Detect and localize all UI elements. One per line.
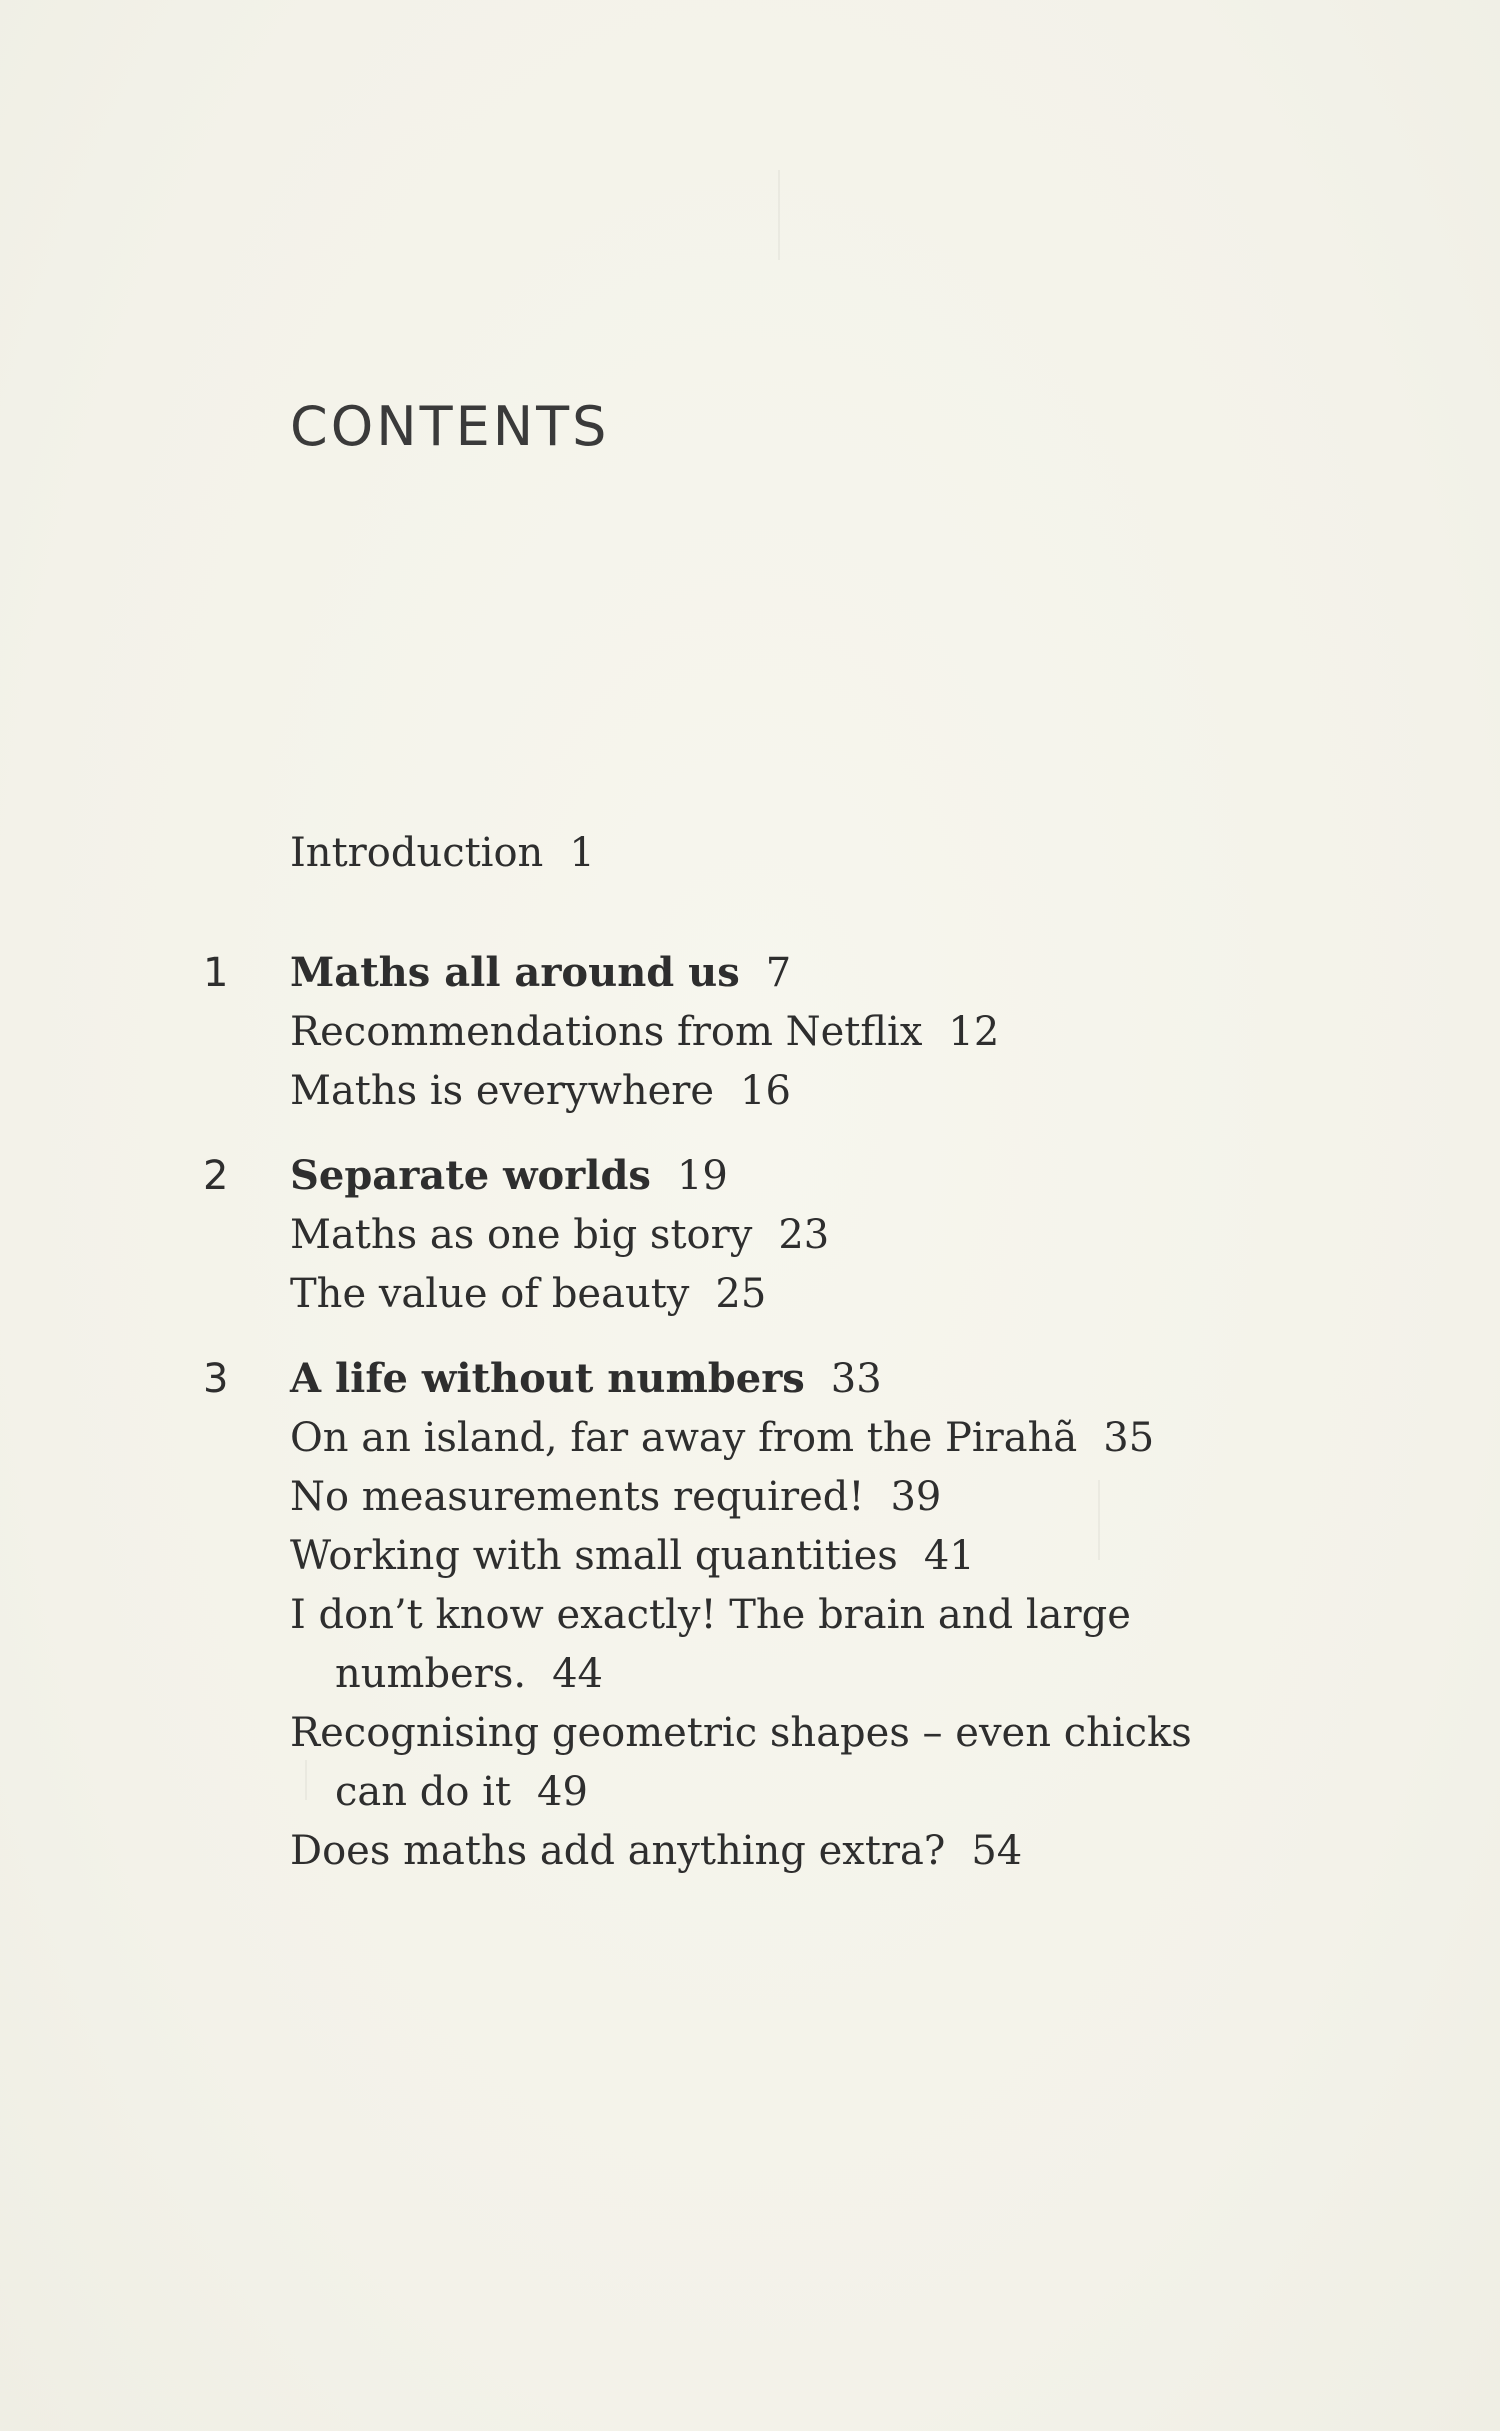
section-title: Maths as one big story — [290, 1212, 753, 1258]
entry-page-number: 12 — [948, 1009, 1000, 1055]
section-title: No measurements required! — [290, 1474, 865, 1520]
contents-heading: CONTENTS — [290, 395, 610, 458]
paper-mark — [778, 170, 780, 260]
section-title-continuation: numbers. — [335, 1651, 527, 1697]
toc-entry-chapter — [290, 949, 792, 996]
section-title: The value of beauty — [290, 1271, 690, 1317]
section-title: Working with small quantities — [290, 1533, 898, 1579]
entry-page-number: 19 — [676, 1153, 728, 1199]
toc-entry-introduction — [290, 830, 595, 876]
section-title: I don’t know exactly! The brain and large — [290, 1592, 1131, 1638]
toc-entry-chapter — [290, 1355, 882, 1402]
entry-page-number: 16 — [740, 1068, 791, 1114]
chapter-number: 1 — [203, 950, 229, 996]
toc-entry-section — [290, 1710, 1192, 1756]
entry-page-number: 7 — [765, 950, 792, 996]
paper-mark — [1098, 1480, 1100, 1560]
chapter-title: Maths all around us — [290, 949, 740, 996]
entry-page-number: 35 — [1103, 1415, 1155, 1461]
entry-page-number: 41 — [923, 1533, 975, 1579]
toc-entry-section — [290, 1592, 1131, 1638]
entry-page-number: 25 — [715, 1271, 767, 1317]
chapter-number: 2 — [203, 1153, 229, 1199]
chapter-number: 3 — [203, 1356, 229, 1402]
entry-page-number: 54 — [971, 1828, 1023, 1874]
toc-entry-chapter — [290, 1152, 728, 1199]
toc-entry-section-continuation — [335, 1769, 588, 1815]
toc-entry-section — [290, 1828, 1023, 1874]
toc-entry-section-continuation — [335, 1651, 603, 1697]
entry-page-number: 39 — [890, 1474, 942, 1520]
section-title: On an island, far away from the Pirahã — [290, 1415, 1078, 1461]
toc-entry-section — [290, 1212, 830, 1258]
section-title-continuation: can do it — [335, 1769, 511, 1815]
chapter-title: A life without numbers — [290, 1355, 805, 1402]
section-title: Recommendations from Netflix — [290, 1009, 923, 1055]
entry-page-number: 49 — [537, 1769, 588, 1815]
entry-page-number: 44 — [552, 1651, 603, 1697]
entry-page-number: 33 — [830, 1356, 882, 1402]
entry-page-number: 1 — [569, 830, 595, 876]
entry-page-number: 23 — [778, 1212, 830, 1258]
toc-entry-section — [290, 1009, 1000, 1055]
entry-title: Introduction — [290, 830, 544, 876]
section-title: Does maths add anything extra? — [290, 1828, 946, 1874]
paper-mark — [305, 1760, 307, 1800]
toc-entry-section — [290, 1474, 942, 1520]
toc-entry-section — [290, 1068, 791, 1114]
section-title: Maths is everywhere — [290, 1068, 715, 1114]
chapter-title: Separate worlds — [290, 1152, 651, 1199]
toc-entry-section — [290, 1533, 975, 1579]
toc-entry-section — [290, 1415, 1155, 1461]
toc-entry-section — [290, 1271, 767, 1317]
section-title: Recognising geometric shapes – even chicks — [290, 1710, 1192, 1756]
